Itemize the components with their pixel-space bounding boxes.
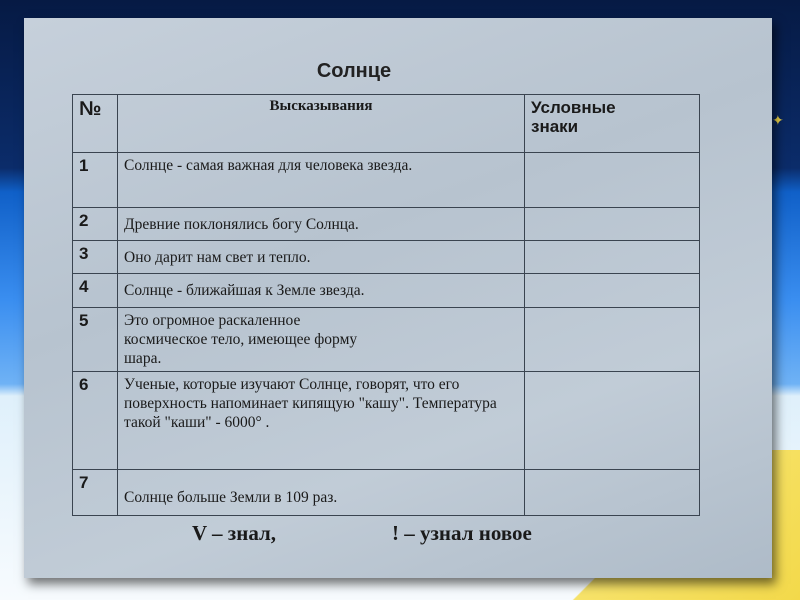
row-statement: Это огромное раскаленное космическое тело, имеющее форму шара. xyxy=(118,308,525,372)
row-number: 6 xyxy=(73,372,118,470)
row-sign-cell[interactable] xyxy=(525,308,700,372)
row-number: 7 xyxy=(73,470,118,516)
row-statement: Оно дарит нам свет и тепло. xyxy=(118,241,525,274)
slide xyxy=(24,18,772,578)
row-sign-cell[interactable] xyxy=(525,153,700,208)
star-icon: ✦ xyxy=(772,112,784,128)
table-row xyxy=(73,153,700,208)
header-signs-line2: знаки xyxy=(531,117,579,136)
page-title: Солнце xyxy=(316,60,392,82)
table-row xyxy=(73,241,700,274)
row-number: 5 xyxy=(73,308,118,372)
row-statement: Солнце больше Земли в 109 раз. xyxy=(118,470,525,516)
row-number: 4 xyxy=(73,274,118,308)
legend-known: V – знал, xyxy=(192,521,277,545)
header-statement: Высказывания xyxy=(118,95,525,153)
row-sign-cell[interactable] xyxy=(525,241,700,274)
header-number: № xyxy=(73,95,118,153)
table-row xyxy=(73,208,700,241)
header-signs xyxy=(525,95,700,153)
table-row xyxy=(73,372,700,470)
row-sign-cell[interactable] xyxy=(525,470,700,516)
facts-table xyxy=(72,94,700,516)
row-statement: Древние поклонялись богу Солнца. xyxy=(118,208,525,241)
table-row xyxy=(73,274,700,308)
row-sign-cell[interactable] xyxy=(525,208,700,241)
table-header-row xyxy=(73,95,700,153)
row-sign-cell[interactable] xyxy=(525,372,700,470)
legend-learned: ! – узнал новое xyxy=(392,521,532,545)
table-row xyxy=(73,470,700,516)
row-statement: Ученые, которые изучают Солнце, говорят, что его поверхность напоминает кипящую "кашу". Температура такой "каши" - 6000° . xyxy=(118,372,525,470)
row-statement: Солнце - самая важная для человека звезда. xyxy=(118,153,525,208)
table-row xyxy=(73,308,700,372)
row-sign-cell[interactable] xyxy=(525,274,700,308)
header-signs-line1: Условные xyxy=(531,98,616,117)
row-number: 2 xyxy=(73,208,118,241)
row-number: 3 xyxy=(73,241,118,274)
row-number: 1 xyxy=(73,153,118,208)
row-statement: Солнце - ближайшая к Земле звезда. xyxy=(118,274,525,308)
